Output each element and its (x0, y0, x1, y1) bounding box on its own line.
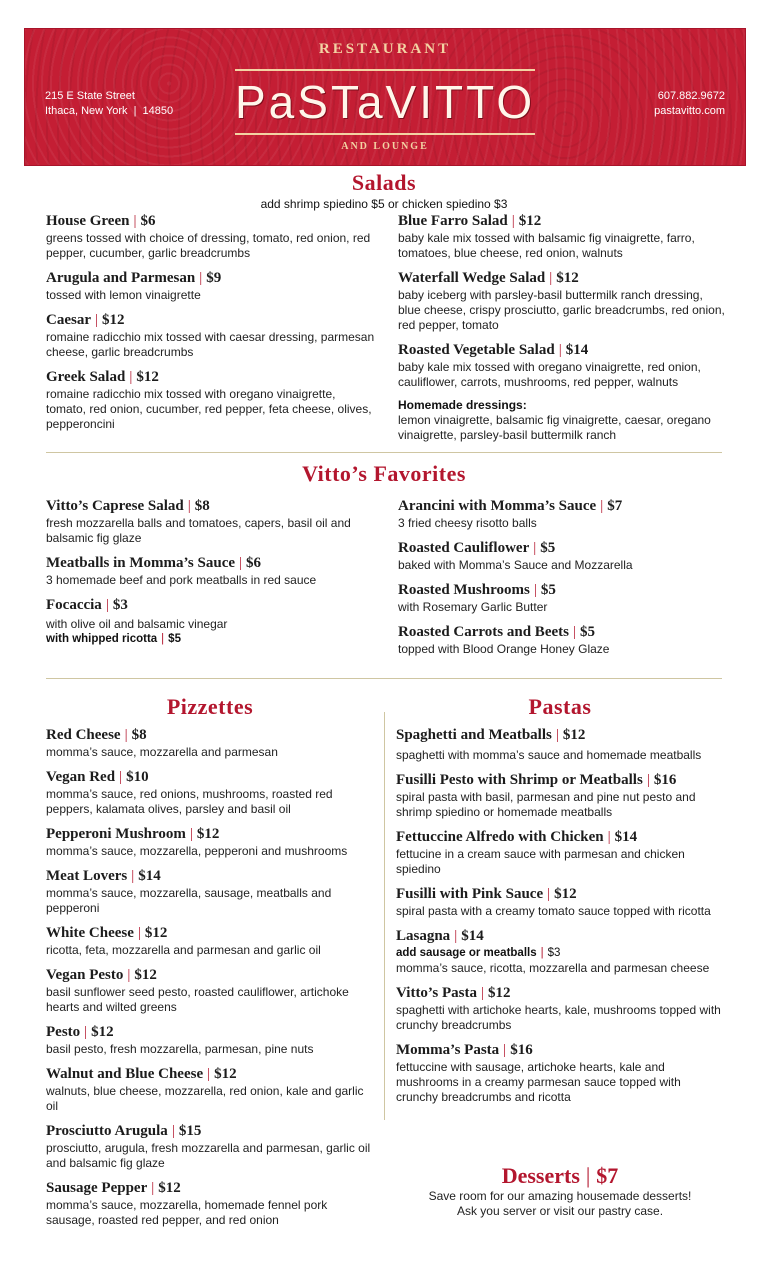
column-divider (384, 712, 385, 1120)
item-description: momma’s sauce, mozzarella, sausage, meatballs and pepperoni (46, 886, 332, 915)
divider (46, 452, 722, 453)
menu-item: Spaghetti and Meatballs | $12 spaghetti with momma’s sauce and homemade meatballs (396, 726, 726, 763)
favorites-title: Vitto’s Favorites (302, 461, 466, 486)
pizzettes-title: Pizzettes (166, 694, 254, 719)
item-description: spaghetti with momma’s sauce and homemade meatballs (396, 748, 702, 762)
item-description: tossed with lemon vinaigrette (46, 288, 201, 302)
item-name: Spaghetti and Meatballs (396, 727, 552, 743)
item-name: Meat Lovers (46, 868, 128, 884)
pastas-column (396, 726, 726, 1113)
item-description: greens tossed with choice of dressing, tomato, red onion, red pepper, cucumber, garlic breadcrumbs (46, 231, 371, 260)
item-price: $12 (134, 967, 157, 983)
menu-item: Roasted Carrots and Beets | $5 topped with Blood Orange Honey Glaze (398, 623, 728, 657)
menu-item: Sausage Pepper | $12 momma’s sauce, mozzarella, homemade fennel pork sausage, roasted red pepper, and red onion (46, 1179, 376, 1228)
item-price: $12 (556, 270, 579, 286)
item-description: momma’s sauce, mozzarella and parmesan (46, 745, 278, 759)
menu-item: Meat Lovers | $14 momma’s sauce, mozzarella, sausage, meatballs and pepperoni (46, 867, 376, 916)
item-name: House Green (46, 213, 130, 229)
item-name: Blue Farro Salad (398, 213, 508, 229)
item-description: walnuts, blue cheese, mozzarella, red onion, kale and garlic oil (46, 1084, 364, 1113)
item-price: $12 (554, 886, 577, 902)
item-name: Pepperoni Mushroom (46, 826, 186, 842)
salads-title: Salads (351, 170, 417, 195)
desserts-block (400, 1163, 720, 1219)
item-description: baby kale mix tossed with balsamic fig vinaigrette, farro, tomatoes, blue cheese, red onion, walnuts (398, 231, 695, 260)
menu-item: Prosciutto Arugula | $15 prosciutto, arugula, fresh mozzarella and parmesan, garlic oil and balsamic fig glaze (46, 1122, 376, 1171)
menu-item: Roasted Cauliflower | $5 baked with Momma’s Sauce and Mozzarella (398, 539, 728, 573)
item-price: $15 (178, 1123, 202, 1139)
item-name: Sausage Pepper (46, 1180, 148, 1196)
item-description: with olive oil and balsamic vinegar (46, 617, 228, 631)
desserts-line-2: Ask you server or visit our pastry case. (456, 1204, 664, 1218)
item-description: momma’s sauce, red onions, mushrooms, roasted red peppers, kalamata olives, parsley and basil oil (46, 787, 333, 816)
menu-item: Fusilli with Pink Sauce | $12 spiral pasta with a creamy tomato sauce topped with ricotta (396, 885, 726, 919)
desserts-line-1: Save room for our amazing housemade desserts! (428, 1189, 692, 1203)
item-description: spiral pasta with a creamy tomato sauce topped with ricotta (396, 904, 711, 918)
item-name: Roasted Mushrooms (398, 582, 530, 598)
menu-item: Fettuccine Alfredo with Chicken | $14 fettucine in a cream sauce with parmesan and chicken spiedino (396, 828, 726, 877)
item-price: $12 (562, 727, 586, 743)
item-price: $3 (112, 597, 128, 613)
logo: PaSTaVITTO (235, 69, 535, 135)
item-price: $8 (131, 727, 147, 743)
menu-item: Pesto | $12 basil pesto, fresh mozzarella, parmesan, pine nuts (46, 1023, 376, 1057)
menu-item: White Cheese | $12 ricotta, feta, mozzarella and parmesan and garlic oil (46, 924, 376, 958)
item-price: $5 (540, 540, 556, 556)
menu-item: Lasagna | $14 add sausage or meatballs | $3 momma’s sauce, ricotta, mozzarella and parmesan cheese (396, 927, 726, 976)
item-price: $16 (510, 1042, 533, 1058)
item-name: White Cheese (46, 925, 134, 941)
menu-item: Vegan Red | $10 momma’s sauce, red onions, mushrooms, roasted red peppers, kalamata olives, parsley and basil oil (46, 768, 376, 817)
menu-item: Arugula and Parmesan | $9 tossed with lemon vinaigrette (46, 269, 376, 303)
menu-item: Focaccia | $3 with olive oil and balsamic vinegar with whipped ricotta | $5 (46, 596, 386, 647)
item-price: $7 (607, 498, 623, 514)
phone-number[interactable]: 607.882.9672 (657, 90, 725, 102)
item-name: Momma’s Pasta (396, 1042, 500, 1058)
item-description: basil pesto, fresh mozzarella, parmesan, pine nuts (46, 1042, 314, 1056)
item-name: Meatballs in Momma’s Sauce (46, 555, 236, 571)
item-name: Vitto’s Pasta (396, 985, 477, 1001)
item-description: baby kale mix tossed with oregano vinaigrette, red onion, cauliflower, carrots, mushrooms, red pepper, walnuts (398, 360, 701, 389)
address-street: 215 E State Street (45, 90, 135, 102)
item-price: $6 (140, 213, 156, 229)
item-description: 3 fried cheesy risotto balls (398, 516, 537, 530)
item-price: $12 (91, 1024, 114, 1040)
desserts-title: Desserts (501, 1163, 580, 1188)
item-description: baked with Momma’s Sauce and Mozzarella (398, 558, 633, 572)
item-price: $12 (158, 1180, 181, 1196)
desserts-price: $7 (596, 1163, 619, 1188)
item-price: $8 (194, 498, 210, 514)
menu-item: Walnut and Blue Cheese | $12 walnuts, blue cheese, mozzarella, red onion, kale and garlic oil (46, 1065, 376, 1114)
menu-item: Red Cheese | $8 momma’s sauce, mozzarella and parmesan (46, 726, 376, 760)
item-price: $5 (579, 624, 595, 640)
item-name: Vegan Red (46, 769, 116, 785)
item-name: Waterfall Wedge Salad (398, 270, 546, 286)
logo-restaurant-text: RESTAURANT (318, 41, 452, 57)
item-description: momma’s sauce, mozzarella, homemade fennel pork sausage, roasted red pepper, and red onion (46, 1198, 328, 1227)
item-description: momma’s sauce, ricotta, mozzarella and parmesan cheese (396, 961, 710, 975)
favorites-left-column (46, 497, 386, 655)
address-city: Ithaca, New York (45, 105, 128, 117)
item-price: $12 (136, 369, 159, 385)
item-price: $14 (565, 342, 589, 358)
menu-item: Waterfall Wedge Salad | $12 baby iceberg with parsley-basil buttermilk ranch dressing, blue cheese, crispy prosciutto, garlic breadcrumbs, red onion, red pepper, tomato (398, 269, 728, 333)
item-name: Red Cheese (46, 727, 121, 743)
menu-item: Roasted Mushrooms | $5 with Rosemary Garlic Butter (398, 581, 728, 615)
item-description: prosciutto, arugula, fresh mozzarella and parmesan, garlic oil and balsamic fig glaze (46, 1141, 371, 1170)
salads-subtitle: add shrimp spiedino $5 or chicken spiedino $3 (260, 197, 508, 211)
item-name: Arancini with Momma’s Sauce (398, 498, 597, 514)
item-name: Fettuccine Alfredo with Chicken (396, 829, 604, 845)
header-banner (24, 28, 746, 166)
item-description: topped with Blood Orange Honey Glaze (398, 642, 610, 656)
item-description: fresh mozzarella balls and tomatoes, capers, basil oil and balsamic fig glaze (46, 516, 351, 545)
menu-item: Vegan Pesto | $12 basil sunflower seed pesto, roasted cauliflower, artichoke hearts and wilted greens (46, 966, 376, 1015)
menu-item: Arancini with Momma’s Sauce | $7 3 fried cheesy risotto balls (398, 497, 728, 531)
dressings-label: Homemade dressings: (398, 398, 527, 412)
item-description: momma’s sauce, mozzarella, pepperoni and mushrooms (46, 844, 348, 858)
item-name: Prosciutto Arugula (46, 1123, 168, 1139)
item-name: Roasted Cauliflower (398, 540, 530, 556)
desserts-title-line: Desserts | $7 (501, 1163, 619, 1188)
menu-item: Caesar | $12 romaine radicchio mix tossed with caesar dressing, parmesan cheese, garlic breadcrumbs (46, 312, 375, 359)
item-description: 3 homemade beef and pork meatballs in red sauce (46, 573, 317, 587)
item-price: $12 (214, 1066, 237, 1082)
salads-right-column (398, 212, 728, 443)
address-city-line: Ithaca, New York | 14850 (45, 105, 174, 117)
item-price: $12 (102, 312, 125, 328)
item-name: Caesar (46, 312, 91, 328)
item-name: Vitto’s Caprese Salad (46, 498, 184, 514)
menu-item: Fusilli Pesto with Shrimp or Meatballs | $16 spiral pasta with basil, parmesan and pine nut pesto and shrimp spiedino or homemade meatballs (396, 771, 726, 820)
website-link[interactable]: pastavitto.com (654, 105, 725, 117)
item-price: $16 (653, 772, 677, 788)
item-description: spaghetti with artichoke hearts, kale, mushrooms topped with crunchy breadcrumbs (396, 1003, 721, 1032)
addon-price: $3 (547, 947, 561, 959)
item-price: $6 (246, 555, 262, 571)
item-price: $14 (461, 928, 484, 944)
item-name: Vegan Pesto (46, 967, 124, 983)
item-description: romaine radicchio mix tossed with oregano vinaigrette, tomato, red onion, cucumber, red pepper, feta cheese, olives, pepperoncini (46, 387, 372, 431)
item-addon: add sausage or meatballs | $3 (396, 947, 561, 959)
item-description: basil sunflower seed pesto, roasted cauliflower, artichoke hearts and wilted greens (46, 985, 349, 1014)
item-price: $12 (144, 925, 168, 941)
contact-block (654, 89, 725, 119)
item-price: $12 (518, 213, 542, 229)
item-description: spiral pasta with basil, parmesan and pine nut pesto and shrimp spiedino or homemade meatballs (396, 790, 696, 819)
menu-item: Roasted Vegetable Salad | $14 baby kale mix tossed with oregano vinaigrette, red onion, cauliflower, carrots, mushrooms, red pepper, walnuts (398, 341, 728, 390)
item-price: $14 (138, 868, 161, 884)
item-name: Greek Salad (46, 369, 126, 385)
item-name: Fusilli with Pink Sauce (396, 886, 544, 902)
salads-left-column (46, 212, 376, 440)
item-name: Roasted Carrots and Beets (398, 624, 569, 640)
address-block (45, 89, 173, 119)
menu-item: Meatballs in Momma’s Sauce | $6 3 homemade beef and pork meatballs in red sauce (46, 554, 386, 588)
item-name: Pesto (46, 1024, 81, 1040)
item-price: $9 (206, 270, 222, 286)
menu-item: Momma’s Pasta | $16 fettuccine with sausage, artichoke hearts, kale and mushrooms in a creamy parmesan sauce topped with crunchy breadcrumbs and ricotta (396, 1041, 726, 1105)
item-description: fettucine in a cream sauce with parmesan and chicken spiedino (396, 847, 685, 876)
address-zip: 14850 (142, 105, 174, 117)
item-description: baby iceberg with parsley-basil buttermilk ranch dressing, blue cheese, crispy prosciutto, garlic breadcrumbs, red onion, red pepper, tomato (398, 288, 725, 332)
menu-item: Greek Salad | $12 romaine radicchio mix tossed with oregano vinaigrette, tomato, red onion, cucumber, red pepper, feta cheese, olives, pepperoncini (46, 368, 376, 432)
item-name: Lasagna (396, 928, 451, 944)
item-description: ricotta, feta, mozzarella and parmesan and garlic oil (46, 943, 321, 957)
pastas-title: Pastas (528, 694, 592, 719)
menu-item: Vitto’s Pasta | $12 spaghetti with artichoke hearts, kale, mushrooms topped with crunchy breadcrumbs (396, 984, 726, 1033)
item-price: $5 (540, 582, 556, 598)
item-price: $10 (126, 769, 149, 785)
menu-item: Blue Farro Salad | $12 baby kale mix tossed with balsamic fig vinaigrette, farro, tomatoes, blue cheese, red onion, walnuts (398, 212, 728, 261)
item-description: fettuccine with sausage, artichoke hearts, kale and mushrooms in a creamy parmesan sauce topped with crunchy breadcrumbs and ricotta (396, 1060, 681, 1104)
item-description: with Rosemary Garlic Butter (398, 600, 548, 614)
item-price: $12 (487, 985, 511, 1001)
item-price: $14 (614, 829, 638, 845)
addon-price: $5 (168, 633, 181, 645)
dressings-list: lemon vinaigrette, balsamic fig vinaigrette, caesar, oregano vinaigrette, parsley-basil buttermilk ranch (398, 413, 711, 442)
item-name: Walnut and Blue Cheese (46, 1066, 204, 1082)
addon-label: with whipped ricotta (46, 633, 158, 645)
item-name: Arugula and Parmesan (46, 270, 196, 286)
menu-item: House Green | $6 greens tossed with choice of dressing, tomato, red onion, red pepper, cucumber, garlic breadcrumbs (46, 212, 376, 261)
favorites-right-column (398, 497, 728, 665)
addon-label: add sausage or meatballs (396, 947, 537, 959)
divider (46, 678, 722, 679)
item-name: Focaccia (46, 597, 102, 613)
pizzettes-column (46, 726, 376, 1236)
logo-lounge-text: AND LOUNGE (341, 141, 429, 152)
item-price: $12 (196, 826, 220, 842)
item-name: Roasted Vegetable Salad (398, 342, 555, 358)
item-description: romaine radicchio mix tossed with caesar dressing, parmesan cheese, garlic breadcrumbs (46, 330, 375, 359)
menu-item: Vitto’s Caprese Salad | $8 fresh mozzarella balls and tomatoes, capers, basil oil and balsamic fig glaze (46, 497, 386, 546)
item-addon: with whipped ricotta | $5 (46, 633, 181, 645)
item-name: Fusilli Pesto with Shrimp or Meatballs (396, 772, 643, 788)
menu-item: Pepperoni Mushroom | $12 momma’s sauce, mozzarella, pepperoni and mushrooms (46, 825, 376, 859)
